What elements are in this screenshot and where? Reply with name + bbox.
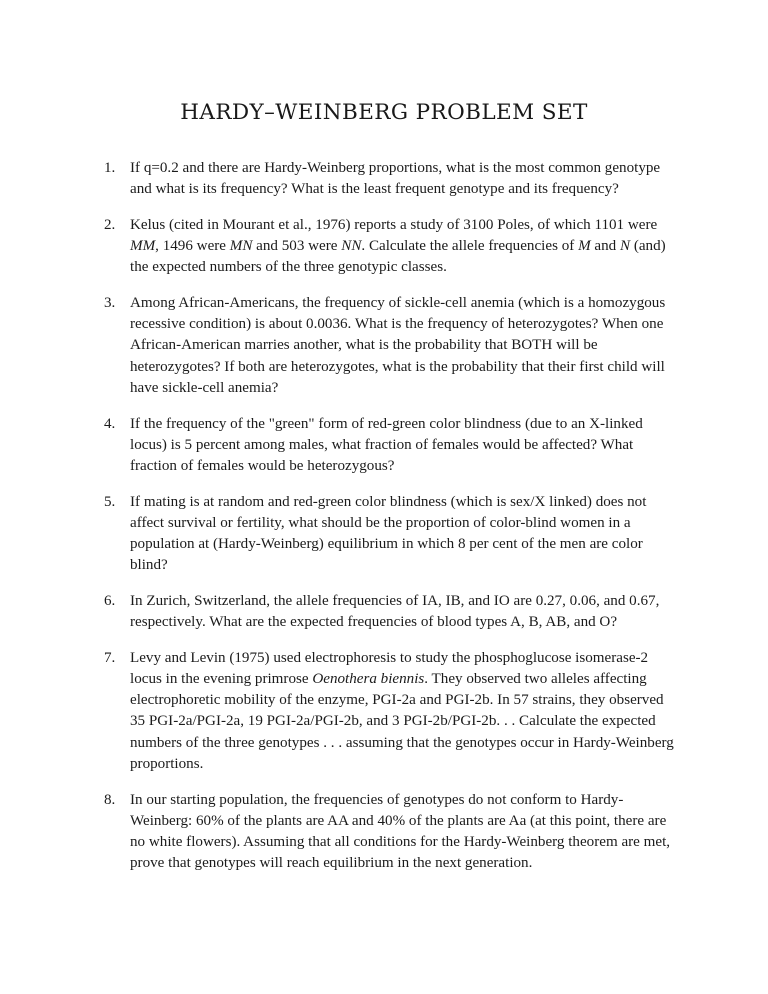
problem-item-4 bbox=[104, 414, 676, 478]
problem-text: If mating is at random and red-green color blindness (which is sex/X linked) does not affect survival or fertility, what should be the proportion of color-blind women in a population at (Hardy-Weinberg) equilibrium in which 8 per cent of the men are color blind? bbox=[130, 493, 647, 574]
problem-item-5 bbox=[104, 492, 676, 577]
problem-item-8 bbox=[104, 790, 676, 875]
problem-number: 5. bbox=[104, 493, 116, 510]
problem-item-7 bbox=[104, 648, 676, 775]
problem-text: If q=0.2 and there are Hardy-Weinberg proportions, what is the most common genotype and what is its frequency? What is the least frequent genotype and its frequency? bbox=[130, 160, 661, 198]
problem-list bbox=[104, 158, 676, 889]
problem-number: 4. bbox=[104, 415, 116, 432]
problem-text: Kelus (cited in Mourant et al., 1976) reports a study of 3100 Poles, of which 1101 were MM, 1496 were MN and 503 were NN. Calculate the allele frequencies of M and N (and) the expected numbers of the three genotypic classes. bbox=[130, 216, 666, 276]
problem-text: If the frequency of the "green" form of red-green color blindness (due to an X-linked locus) is 5 percent among males, what fraction of females would be affected? What fraction of females would be heterozygous? bbox=[130, 415, 643, 474]
problem-item-2 bbox=[104, 215, 676, 279]
problem-number: 7. bbox=[104, 649, 116, 666]
problem-number: 8. bbox=[104, 791, 116, 808]
problem-item-3 bbox=[104, 293, 676, 399]
problem-text: In our starting population, the frequencies of genotypes do not conform to Hardy-Weinberg: 60% of the plants are AA and 40% of the plants are Aa (at this point, there are no white flowers). Assuming that all conditions for the Hardy-Weinberg theorem are met, prove that genotypes will reach equilibrium in the next generation. bbox=[130, 791, 671, 872]
problem-number: 2. bbox=[104, 216, 116, 233]
problem-number: 1. bbox=[104, 160, 116, 176]
problem-text: Among African-Americans, the frequency of sickle-cell anemia (which is a homozygous recessive condition) is about 0.0036. What is the frequency of heterozygotes? When one African-American marries another, what is the probability that BOTH will be heterozygotes? If both are heterozygotes, what is the probability that their first child will have sickle-cell anemia? bbox=[130, 295, 666, 396]
problem-text: In Zurich, Switzerland, the allele frequencies of IA, IB, and IO are 0.27, 0.06, and 0.67, respectively. What are the expected frequencies of blood types A, B, AB, and O? bbox=[130, 592, 660, 631]
problem-item-6 bbox=[104, 591, 676, 633]
problem-number: 6. bbox=[104, 592, 116, 609]
problem-text: Levy and Levin (1975) used electrophoresis to study the phosphoglucose isomerase-2 locus in the evening primrose Oenothera biennis. They observed two alleles affecting electrophoretic mobility of the enzyme, PGI-2a and PGI-2b. In 57 strains, they observed 35 PGI-2a/PGI-2a, 19 PGI-2a/PGI-2b, and 3 PGI-2b/PGI-2b. . . Calculate the expected numbers of the three genotypes . . . assuming that the genotypes occur in Hardy-Weinberg proportions. bbox=[130, 649, 674, 772]
page-title: HARDY–WEINBERG PROBLEM SET bbox=[180, 100, 588, 126]
problem-number: 3. bbox=[104, 295, 116, 312]
problem-item-1 bbox=[104, 158, 676, 200]
